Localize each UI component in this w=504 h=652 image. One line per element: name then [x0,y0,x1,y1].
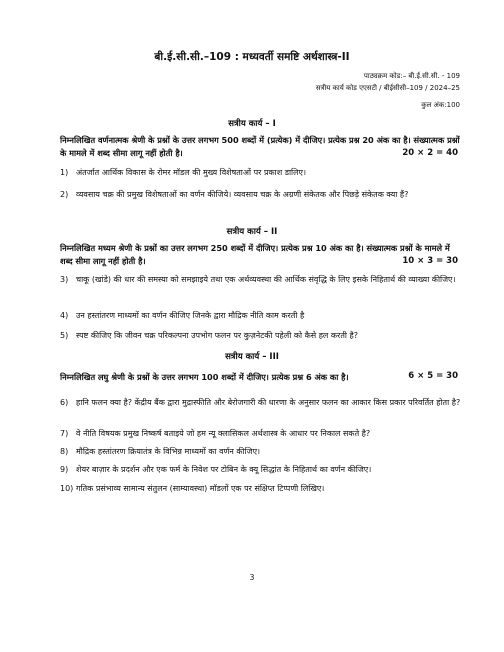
assignment-code: सत्रीय कार्य कोड एएसटी / बीईसीसी–109 / 2024–25 [315,84,460,92]
question-text: व्यवसाय चक्र की प्रमुख विशेषताओं का वर्णन कीजिये। व्यवसाय चक्र के अग्रणी संकेतक और पिछड़े संकेतक क्या हैं? [76,190,409,199]
question-7 [60,427,462,441]
question-number: 7) [60,429,69,438]
section-1-heading: सत्रीय कार्य – I [228,119,276,129]
question-text: मौद्रिक हस्तांतरण क्रियातंत्र के विभिन्न माध्यमों का वर्णन कीजिए। [76,447,261,456]
question-5 [60,329,462,343]
question-9 [60,463,462,477]
question-number: 8) [60,447,69,456]
course-code: पाठ्यक्रम कोड:– बी.ई.सी.सी. - 109 [363,72,460,80]
question-number: 2) [60,190,69,199]
question-text: वे नीति विषयक प्रमुख निष्कर्ष बताइये जो हम न्यू क्लासिकल अर्थशास्त्र के आधार पर निकाल सकते है? [76,429,371,438]
question-number: 9) [60,465,69,474]
page-number: 3 [249,573,255,582]
question-text: शेयर बाज़ार के प्रदर्शन और एक फर्म के निवेश पर टोबिन के क्यू सिद्धांत के निहितार्थ का वर्णन कीजिए। [76,465,372,474]
question-number: 3) [60,275,69,284]
question-1 [60,166,462,180]
section-2-instruction: निम्नलिखित मध्यम श्रेणी के प्रश्नों का उत्तर लगभग 250 शब्दों में दीजिए। प्रत्येक प्रश्न 10 अंक का है। संख्यात्मक प्रश्नों के मामले में शब्द सीमा लागू नहीं होती है। [60,243,450,266]
section-1-marks: 20 × 2 = 40 [402,148,458,158]
section-1-instruction: निम्नलिखित वर्णनात्मक श्रेणी के प्रश्नों के उत्तर लगभग 500 शब्दों में (प्रत्येक) में दीजिए। प्रत्येक प्रश्न 20 अंक का है। संख्यात्मक प्रश्नों के मामले में शब्द सीमा लागू नहीं होती है। [60,135,460,158]
question-number: 5) [60,331,69,340]
question-8 [60,445,462,459]
question-number: 4) [60,311,69,320]
section-3-marks: 6 × 5 = 30 [408,371,458,381]
question-text: चाकू (खांडे) की धार की समस्या को समझाइये तथा एक अर्थव्यवस्था की आर्थिक संवृद्धि के लिए इसके निहितार्थ की व्याख्या कीजिए। [76,275,456,284]
document-title: बी.ई.सी.सी.–109 : मध्यवर्ती समष्टि अर्थशास्त्र-II [154,51,350,63]
question-number: 6) [60,398,69,407]
question-text: अंतर्जात आर्थिक विकास के रोमर मॉडल की मुख्य विशेषताओं पर प्रकाश डालिए। [76,168,307,177]
section-2-marks: 10 × 3 = 30 [402,256,458,266]
question-text: हानि फलन क्या है? केंद्रीय बैंक द्वारा मुद्रास्फीति और बेरोजगारी की धारणा के अनुसार फलन का आकार किस प्रकार परिवर्तित होता है? [76,398,461,407]
question-text: गतिक प्रसंभाव्य सामान्य संतुलन (साम्यावस्था) मॉडलों एक पर संक्षिप्त टिप्पणी लिखिए। [76,484,325,493]
section-3-heading: सत्रीय कार्य – III [225,352,279,362]
question-2 [60,188,462,202]
question-text: स्पष्ट कीजिए कि जीवन चक्र परिकल्पना उपभोग फलन पर कुज़नेटकी पहेली को कैसे हल करती है? [76,331,358,340]
section-2-heading: सत्रीय कार्य – II [226,227,278,237]
question-number: 10) [60,484,74,493]
question-4 [60,309,462,323]
total-marks: कुल अंक:100 [421,101,460,109]
question-10 [60,482,462,496]
question-number: 1) [60,168,69,177]
question-3 [60,273,462,287]
question-text: उन हस्तांतरण माध्यमों का वर्णन कीजिए जिनके द्वारा मौद्रिक नीति काम करती है [76,311,305,320]
section-3-instruction: निम्नलिखित लघु श्रेणी के प्रश्नों के उत्तर लगभग 100 शब्दों में दीजिए। प्रत्येक प्रश्न 6 अंक का है। [60,372,349,382]
question-6 [60,396,462,410]
